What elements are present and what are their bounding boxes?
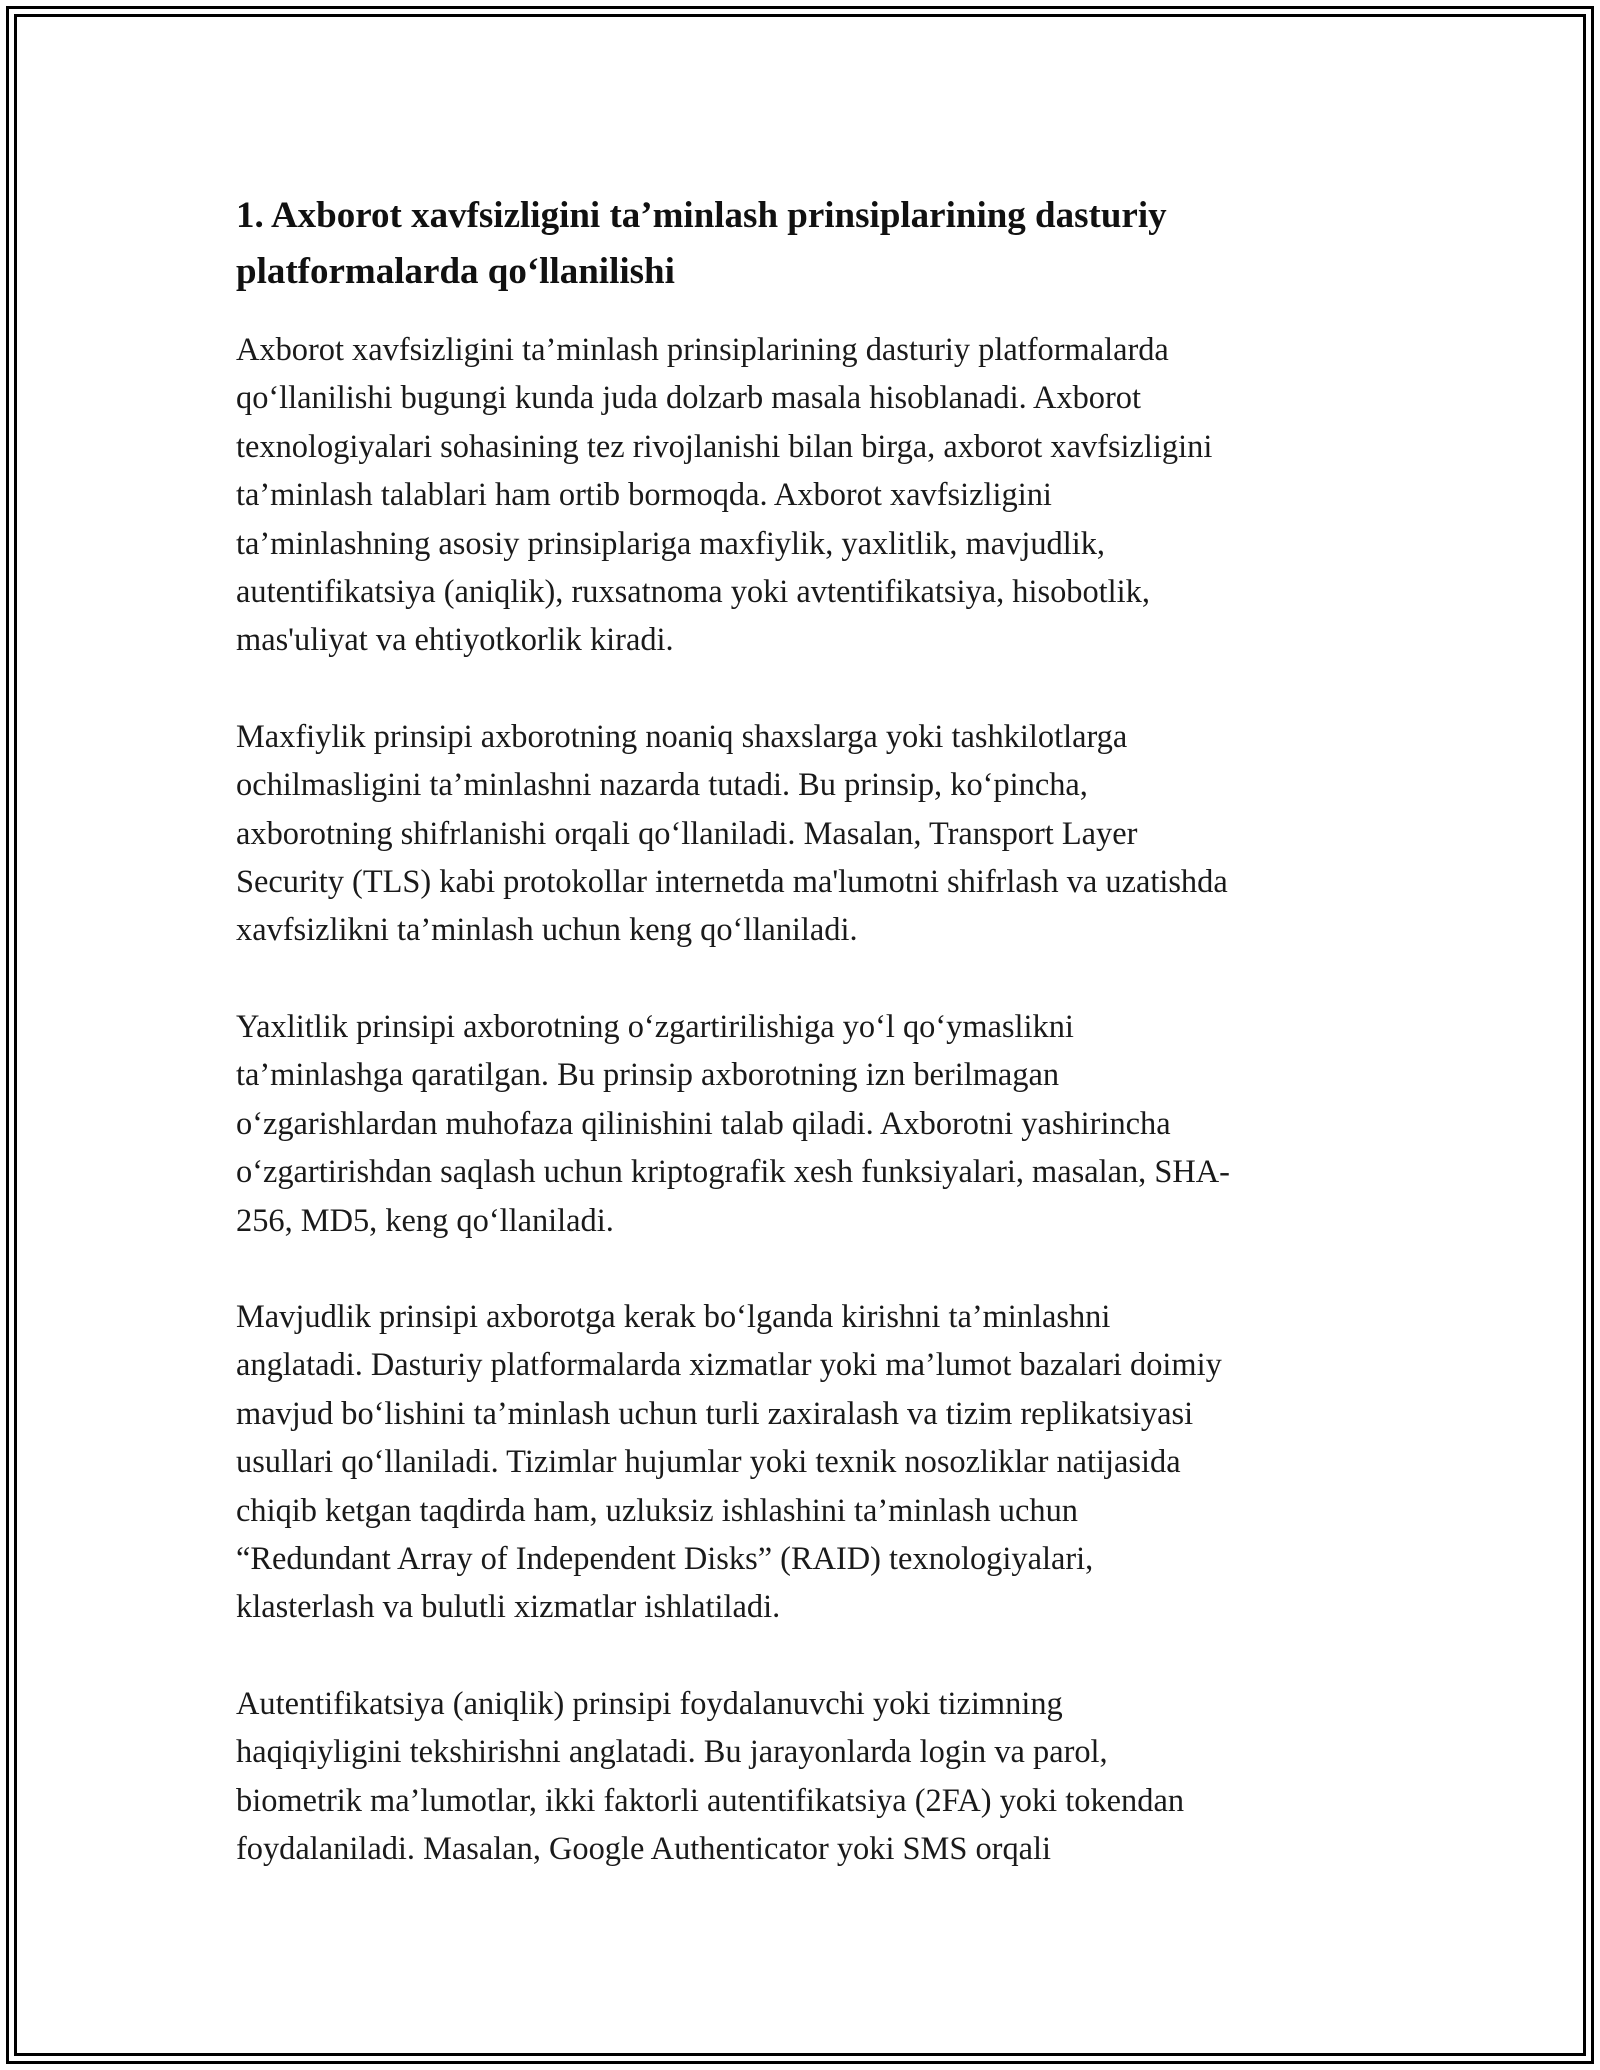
text-line: autentifikatsiya (aniqlik), ruxsatnoma yoki avtentifikatsiya, hisobotlik, — [236, 574, 1150, 611]
paragraph-availability — [236, 1293, 1366, 1632]
text-line: Yaxlitlik prinsipi axborotning o‘zgartirilishiga yo‘l qo‘ymaslikni — [236, 1008, 1074, 1045]
text-line: o‘zgarishlardan muhofaza qilinishini talab qiladi. Axborotni yashirincha — [236, 1105, 1171, 1142]
text-line: usullari qo‘llaniladi. Tizimlar hujumlar yoki texnik nosozliklar natijasida — [236, 1444, 1181, 1481]
text-line: texnologiyalari sohasining tez rivojlanishi bilan birga, axborot xavfsizligini — [236, 428, 1213, 465]
text-line: “Redundant Array of Independent Disks” (RAID) texnologiyalari, — [236, 1540, 1094, 1577]
text-line: ochilmasligini ta’minlashni nazarda tutadi. Bu prinsip, ko‘pincha, — [236, 767, 1088, 804]
text-line: xavfsizlikni ta’minlash uchun keng qo‘llaniladi. — [236, 912, 858, 949]
text-line: ta’minlashning asosiy prinsiplariga maxfiylik, yaxlitlik, mavjudlik, — [236, 525, 1106, 562]
text-line: o‘zgartirishdan saqlash uchun kriptografik xesh funksiyalari, masalan, SHA- — [236, 1154, 1230, 1191]
text-line: haqiqiyligini tekshirishni anglatadi. Bu jarayonlarda login va parol, — [236, 1734, 1108, 1771]
text-line: qo‘llanilishi bugungi kunda juda dolzarb masala hisoblanadi. Axborot — [236, 380, 1141, 417]
text-line: ta’minlashga qaratilgan. Bu prinsip axborotning izn berilmagan — [236, 1057, 1060, 1094]
text-line: biometrik ma’lumotlar, ikki faktorli autentifikatsiya (2FA) yoki tokendan — [236, 1782, 1185, 1819]
text-line: Autentifikatsiya (aniqlik) prinsipi foydalanuvchi yoki tizimning — [236, 1685, 1063, 1722]
title-line: platformalarda qo‘llanilishi — [236, 251, 675, 292]
text-line: Mavjudlik prinsipi axborotga kerak bo‘lganda kirishni ta’minlashni — [236, 1298, 1111, 1335]
document-body — [236, 188, 1366, 1873]
title-line: 1. Axborot xavfsizligini ta’minlash prinsiplarining dasturiy — [236, 195, 1167, 236]
text-line: chiqib ketgan taqdirda ham, uzluksiz ishlashini ta’minlash uchun — [236, 1492, 1078, 1529]
text-line: axborotning shifrlanishi orqali qo‘llaniladi. Masalan, Transport Layer — [236, 815, 1138, 852]
paragraph-authentication — [236, 1680, 1366, 1874]
text-line: Security (TLS) kabi protokollar internetda ma'lumotni shifrlash va uzatishda — [236, 864, 1228, 901]
paragraph-confidentiality — [236, 713, 1366, 955]
text-line: mas'uliyat va ehtiyotkorlik kiradi. — [236, 622, 674, 659]
text-line: 256, MD5, keng qo‘llaniladi. — [236, 1202, 614, 1239]
text-line: Maxfiylik prinsipi axborotning noaniq shaxslarga yoki tashkilotlarga — [236, 718, 1128, 755]
section-title — [236, 188, 1366, 300]
text-line: anglatadi. Dasturiy platformalarda xizmatlar yoki ma’lumot bazalari doimiy — [236, 1347, 1222, 1384]
text-line: Axborot xavfsizligini ta’minlash prinsiplarining dasturiy platformalarda — [236, 332, 1169, 368]
text-line: klasterlash va bulutli xizmatlar ishlatiladi. — [236, 1589, 781, 1626]
paragraph-integrity — [236, 1003, 1366, 1245]
text-line: foydalaniladi. Masalan, Google Authenticator yoki SMS orqali — [236, 1830, 1052, 1867]
paragraph-intro — [236, 326, 1366, 665]
text-line: mavjud bo‘lishini ta’minlash uchun turli zaxiralash va tizim replikatsiyasi — [236, 1395, 1194, 1432]
text-line: ta’minlash talablari ham ortib bormoqda. Axborot xavfsizligini — [236, 477, 1052, 514]
